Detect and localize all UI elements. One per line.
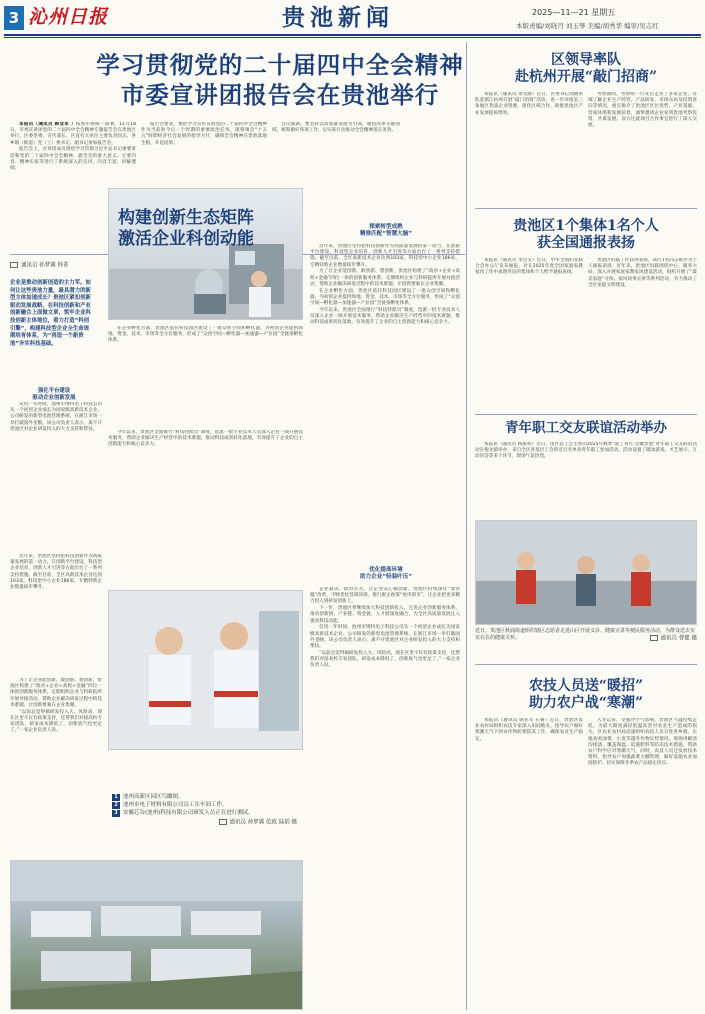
feature-body-b-text: 近年来，贵池区坚持把科技创新作为高质量发展的第一动力，在创新平台建设、科技型企业培育、创新人才引进等方面出台了一系列支持措施。截至目前，全区高新技术企业达到103家，科技型中小企业186家，专精特新企业数量稳步攀升。 [10, 554, 102, 591]
volunteer-scene [476, 521, 697, 625]
divider [475, 208, 697, 209]
feature-headline-line1: 构建创新生态矩阵 [118, 208, 254, 228]
article-1-col-1 [475, 92, 583, 202]
volunteer-caption-text: 近日，贵池区秋浦街道组织辖区志愿者走进山区开展义诊、健康宣讲等便民服务活动，为群众送去实实在在的健康关怀。 [475, 628, 696, 641]
photo-credit-right-text: 通讯员 曹健 摄 [660, 635, 697, 642]
issue-date: 2025—11—21 星期五 [532, 8, 616, 17]
article-2-lead: 本报讯（通讯员 李会文）近日，中华全国妇女联合会办公厅发布通报，对在2025年度全国家庭家教家风工作中表现突出的集体和个人给予通报表扬。 [475, 258, 583, 276]
workers-scene [109, 591, 303, 750]
caption-3: 3 安徽芯谷(池州)科技有限公司研发人员正在进行测试。 [112, 809, 297, 817]
divider [475, 664, 697, 665]
caption-1: 1 池州高新区园区鸟瞰图。 [112, 793, 297, 801]
article-4-lead: 本报讯（通讯员 韩亚军 石赛）近日，贵池区农业农村局组织农技专家深入田间地头，指导农户做好寒潮天气下的农作物防寒防冻工作，确保农业生产稳定。 [475, 718, 583, 742]
caption-1-text: 池州高新区园区鸟瞰图。 [123, 794, 184, 800]
caption-2-text: 池州市电子材料有限公司员工在车间工作。 [123, 802, 228, 808]
camera-icon [10, 262, 18, 268]
article-4-headline [475, 678, 697, 712]
aerial-park-photo [10, 860, 303, 1010]
photo-captions [112, 793, 297, 845]
lead-headline-line1: 学习贯彻党的二十届四中全会精神 [96, 51, 464, 79]
volunteer-photo-caption [475, 628, 697, 642]
article-4-col-2 [588, 718, 697, 1008]
article-2-headline [475, 218, 697, 252]
aerial-scene [11, 861, 303, 1010]
article-4-body: 入冬以来，受强冷空气影响，贵池区气温持续走低。为最大限度减轻低温冻害对农业生产造成的损失，区农业农村局迅速组织农技人员分赴各乡镇，实地查看油菜、小麦等越冬作物长势情况，现场讲解清沟排渍、覆盖保温、追施肥料等防冻技术措施，帮助农户科学应对寒潮天气。同时，农技人员还发放技术资料，指导农户加强蔬菜大棚管理，做好设施农业加固防护，切实保障冬季农产品稳定供应。 [588, 718, 697, 767]
lead-para1: 按照市委统一部署，11月18日，市委宣讲团党的二十届四中全会精神专题报告会在贵池区举行，区委常委、宣传部长、区直有关单位主要负责同志，各乡镇（街道）党（工）委书记、副书记参加报告会。 [10, 122, 136, 146]
feature-body-a-text: 仅用一年时间，池州市博特电子科技公司从一个初创企业成长为国家级高新技术企业。公司研发的新型电池管理系统，在浙江市场一举打破国外垄断。该公司负责人表示，离不开贵池区对企业研发投入的大力支持和帮扶。 [10, 402, 102, 432]
feature-subhead-3-line1: 优化提高环境 [369, 567, 403, 573]
feature-body-d-text: “以前总觉得搞研发投入大、风险高，现在区里不仅有政策支持，还帮我们对接高校专家团队，研发成本降低了，创新底气也更足了。”一家企业负责人说。 [10, 709, 102, 734]
feature-body-right-lower-text-1: 企业减负、政府有为，让企业安心搞创新。贵池区持续深化“放管服”改革，不断优化营商环境，推行惠企政策“免申即享”，让企业把更多精力投入到研发创新上。 [310, 587, 460, 605]
article-1-headline-line1: 区领导率队 [551, 52, 621, 68]
feature-body-right-text-1: 近年来，贵池区坚持把科技创新作为高质量发展的第一动力，在创新平台建设、科技型企业培育、创新人才引进等方面出台了一系列支持措施。截至目前，全区高新技术企业达到103家，科技型中小企业186家，专精特新企业数量稳步攀升。 [310, 244, 460, 268]
photo-credit-bottom-text: 通讯员 孙梦翼 范政 陆娟 摄 [229, 819, 297, 826]
lead-para3: 报告会要求，要把学习宣传贯彻党的二十届四中全会精神作为当前和今后一个时期的重要政治任务，深刻领会“十五五”时期经济社会发展的指导方针，确保全会精神在贵池落地生根、开花结果。 [141, 122, 267, 146]
feature-body-right-lower-text-4: “以前总觉得搞研发投入大、风险高，现在区里不仅有政策支持，还帮我们对接高校专家团队，研发成本降低了，创新底气也更足了。”一家企业负责人说。 [310, 650, 460, 669]
photo-credit-bottom [112, 819, 297, 827]
article-2-col-2 [588, 258, 697, 408]
feature-body-right-text-2: 为了让企业能创新、敢创新、想创新，贵池区构建了“政府+企业+高校+金融”四位一体的创新服务体系，定期组织企业与科研院所开展对接活动，帮助企业解决研发过程中的技术难题，让创新要素在企业集聚。 [310, 269, 460, 287]
feature-intro: 企业是推动创新创造的主力军。如何让这些贵池力量，最具潜力的新型主体加速成长？贵池区紧扣创新驱动发展战略，在科技创新和产业创新融合上面做文章，筑牢企业科技创新主体地位，着力打造“科创引擎”，构建科技型企业全生命周期培育体系，为“再造一个新贵池”夯实科技基础。 [10, 280, 91, 347]
feature-subhead-1-line2: 驱动企业创新发展 [32, 395, 76, 401]
feature-body-right-lower-text-2: 下一步，贵池区将继续加大科技创新投入，完善企业创新服务体系，推动创新链、产业链、资金链、人才链深度融合，为全区高质量发展注入强劲科技动能。 [310, 606, 460, 624]
camera-icon [650, 635, 658, 641]
feature-body-right-text-4: 今年以来，贵池区全面推行“科技特派员”制度，选派一批专业技术人员深入企业一线开展技术服务，帮助企业解决生产经营中的技术难题，推动科技成果转化落地，有效提升了企业的自主创新能力和核心竞争力。 [310, 307, 460, 326]
article-4-col-1 [475, 718, 583, 1008]
article-1-headline-line2: 赴杭州开展“敲门招商” [514, 69, 658, 85]
article-2-headline-line1: 贵池区1个集体1名个人 [513, 218, 659, 234]
caption-2: 2 池州市电子材料有限公司员工在车间工作。 [112, 801, 297, 809]
article-3-headline: 青年职工交友联谊活动举办 [505, 420, 667, 436]
feature-body-mid2 [108, 430, 303, 580]
feature-headline [118, 208, 293, 250]
article-1-col-2 [588, 92, 697, 202]
article-2-col-1 [475, 258, 583, 408]
feature-subhead-3 [312, 567, 460, 581]
feature-subhead-1 [18, 388, 90, 402]
article-4-headline-line2: 助力农户战“寒潮” [528, 695, 644, 711]
masthead-rule [4, 34, 701, 36]
article-3-body-text: 本报讯（通讯员 杨振祥）近日，由区总工会主办的2025年秋季“职工青年·会聚贵池”青年职工交友联谊活动在梅龙镇举办，来自全区各基层工会的近百名单身青年职工参加活动。活动设置了破冰游戏、才艺展示、互动问答等多个环节，现场气氛热烈。 [475, 442, 697, 460]
lead-para2: 报告会上，宣讲团成员围绕学习贯彻习近平总书记重要讲话和党的二十届四中全会精神，就全会的重大意义、主要内容、精神实质等进行了系统深入的宣讲，内容丰富，讲解透彻。 [10, 147, 136, 172]
lead-byline: 本报讯（通讯员 韩亚军 ） [19, 122, 76, 127]
photo-credit-left-text: 通讯员 孙梦翼 韩菁 [21, 262, 69, 269]
feature-body-c [10, 678, 102, 848]
feature-body-c-text: 为了让企业能创新、敢创新、想创新，贵池区构建了“政府+企业+高校+金融”四位一体的创新服务体系，定期组织企业与科研院所开展对接活动，帮助企业解决研发过程中的技术难题，让创新要素在企业集聚。 [10, 678, 102, 708]
article-2-body: 贵池区妇联工作获得表扬，该区1名同志被评为个人通报表扬。近年来，贵池区妇联围绕中心、服务大局，深入开展家庭家教家风建设活动，组织开展了“最美家庭”寻找、家风故事宣讲等系列活动，有力推动了全区家庭文明建设。 [588, 258, 697, 288]
feature-body-a [10, 402, 102, 550]
feature-body-e-text: 在企业孵化方面，贵池区依托科技园区建设了一批众创空间和孵化器，为初创企业提供场地、资金、技术、市场等全方位服务，形成了“众创空间—孵化器—加速器—产业园”全链条孵化体系。 [108, 326, 303, 344]
article-3-body [475, 442, 697, 516]
feature-subhead-2-line1: 探索转型成熟 [369, 224, 403, 230]
feature-subhead-3-line2: 助力企业“轻装叶压” [359, 574, 413, 581]
feature-subhead-2 [312, 224, 460, 238]
feature-photo-workers [108, 590, 303, 750]
lead-para4: 会议强调，要坚持以高质量发展为引领，聚焦改革关键领域，统筹做好各项工作，以实际行动推动全会精神落实见效。 [272, 122, 400, 134]
divider [475, 414, 697, 415]
article-4-headline-line1: 农技人员送“暖招” [528, 678, 644, 694]
photo-credit-right [650, 635, 698, 643]
column-divider [466, 42, 467, 1010]
feature-body-right-lower [310, 587, 460, 1005]
caption-3-text: 安徽芯谷(池州)科技有限公司研发人员正在进行测试。 [123, 810, 254, 816]
feature-subhead-2-line2: 精准匹配“智慧大脑” [359, 231, 413, 238]
page-number: 3 [4, 6, 24, 30]
volunteer-photo [475, 520, 697, 625]
feature-headline-line2: 激活企业科创动能 [118, 229, 254, 249]
lead-headline [10, 50, 550, 110]
paper-name-logo: 沁州日报 [28, 6, 109, 28]
article-1-lead: 本报讯（通讯员 余文静）近日，区委书记刘晓率队赴浙江杭州开展“敲门招商”活动，进一步对接长三角地区优质企业资源，深化区域合作，助推贵池区产业发展提质增效。 [475, 92, 583, 116]
feature-body-right [310, 244, 460, 562]
masthead-rule-thin [4, 37, 701, 38]
feature-body-f-text: 今年以来，贵池区全面推行“科技特派员”制度，选派一批专业技术人员深入企业一线开展技术服务，帮助企业解决生产经营中的技术难题，推动科技成果转化落地，有效提升了企业的自主创新能力和核心竞争力。 [108, 430, 303, 448]
feature-body-b [10, 554, 102, 674]
feature-body-mid [108, 326, 303, 426]
lead-headline-line2: 市委宣讲团报告会在贵池举行 [120, 81, 440, 109]
camera-icon [219, 819, 227, 825]
article-1-headline [475, 52, 697, 86]
article-1-body: 考察期间，考察组一行先后走访了多家企业，详细了解企业生产经营、产品研发、市场布局及投资意向等情况，重点推介了贵池区区位优势、产业基础、营商环境和发展前景，诚挚邀请企业家到贵池考察投资、共谋发展。双方还就项目合作事宜进行了深入交流。 [588, 92, 697, 129]
article-2-headline-line2: 获全国通报表扬 [537, 235, 635, 251]
section-title: 贵池新闻 [282, 4, 394, 31]
feature-subhead-1-line1: 强化平台建设 [37, 388, 71, 394]
editor-line: 本版责编/刘晓丹 刘玉琴 美编/胡秀华 编审/吴志红 [516, 22, 659, 30]
feature-body-right-lower-text-3: 仅用一年时间，池州市博特电子科技公司从一个初创企业成长为国家级高新技术企业。公司研发的新型电池管理系统，在浙江市场一举打破国外垄断。该公司负责人表示，离不开贵池区对企业研发投入的大力支持和帮扶。 [310, 625, 460, 650]
feature-body-right-text-3: 在企业孵化方面，贵池区依托科技园区建设了一批众创空间和孵化器，为初创企业提供场地、资金、技术、市场等全方位服务，形成了“众创空间—孵化器—加速器—产业园”全链条孵化体系。 [310, 288, 460, 307]
